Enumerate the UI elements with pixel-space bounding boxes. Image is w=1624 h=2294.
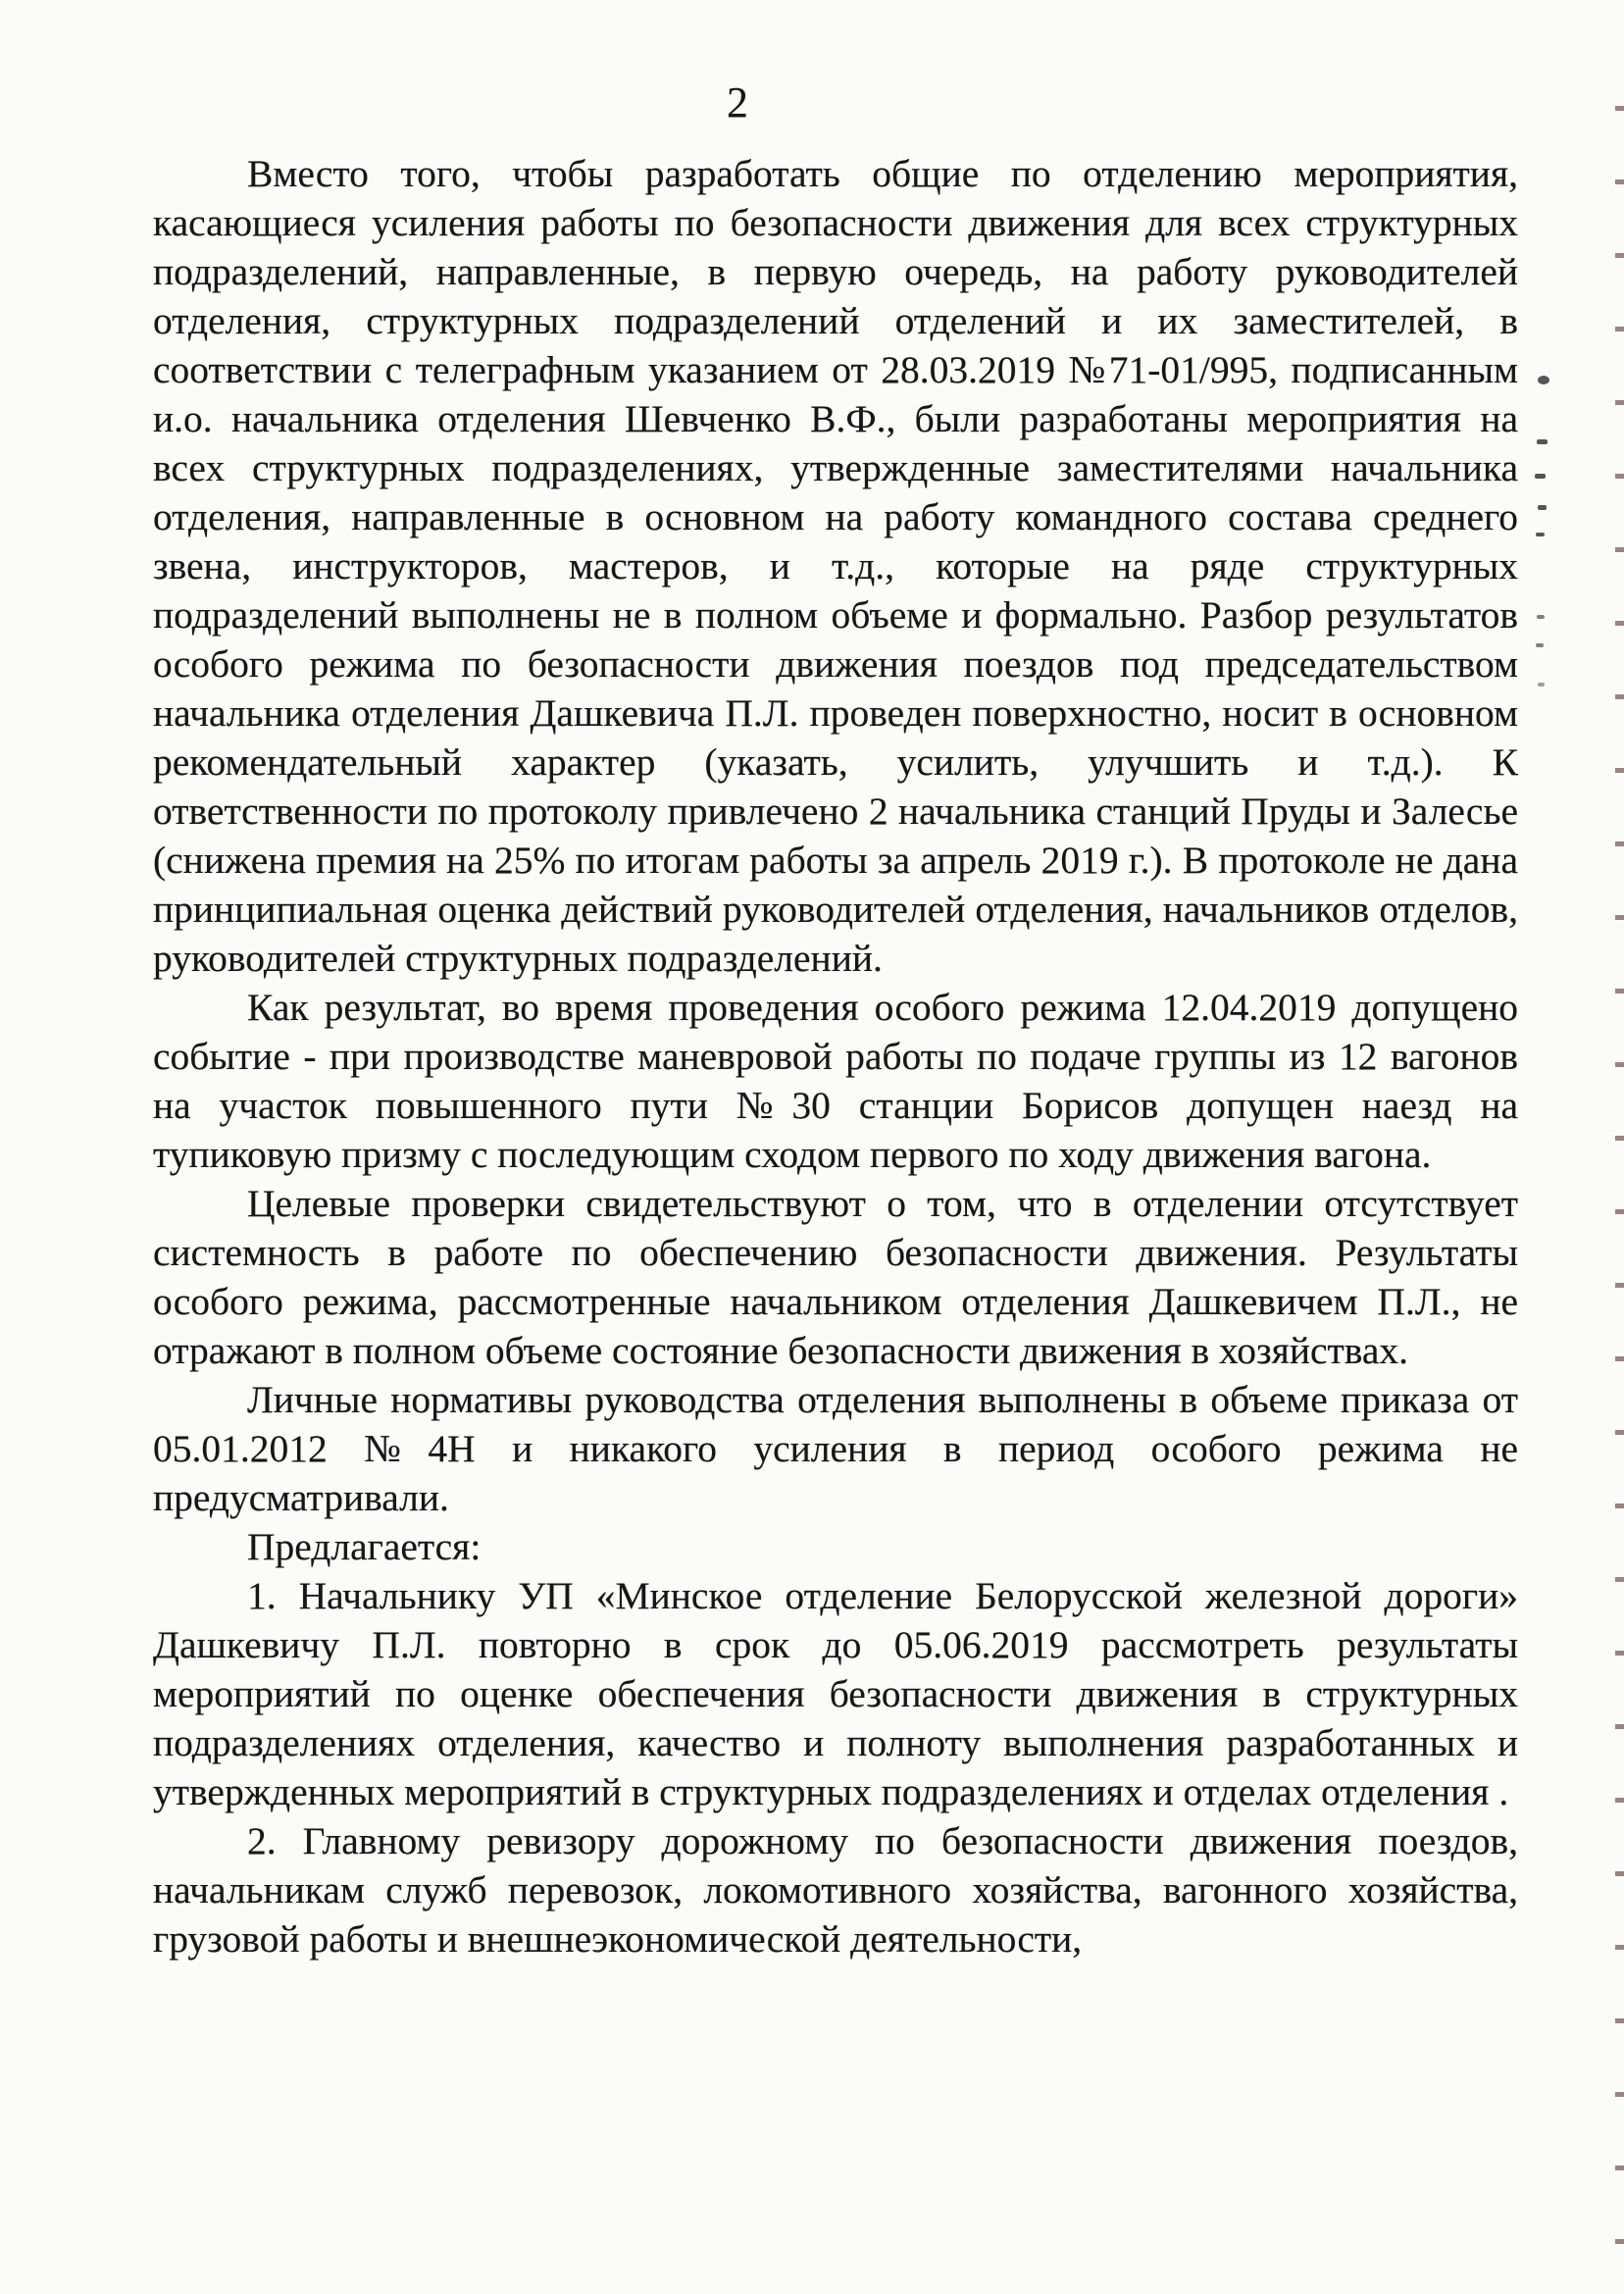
- scan-speck: [1538, 376, 1549, 384]
- paragraph-1: Вместо того, чтобы разработать общие по отделению мероприятия, касающиеся усиления работы по безопасности движения для всех структурных подразделений, направленные, в первую очередь, на работу руководителей отделения, структурных подразделений отделений и их заместителей, в соответствии с телеграфным указанием от 28.03.2019 №71-01/995, подписанным и.о. начальника отделения Шевченко В.Ф., были разработаны мероприятия на всех структурных подразделениях, утвержденные заместителями начальника отделения, направленные в основном на работу командного состава среднего звена, инструкторов, мастеров, и т.д., которые на ряде структурных подразделений выполнены не в полном объеме и формально. Разбор результатов особого режима по безопасности движения поездов под председательством начальника отделения Дашкевича П.Л. проведен поверхностно, носит в основном рекомендательный характер (указать, усилить, улучшить и т.д.). К ответственности по протоколу привлечено 2 начальника станций Пруды и Залесье (снижена премия на 25% по итогам работы за апрель 2019 г.). В протоколе не дана принципиальная оценка действий руководителей отделения, начальников отделов, руководителей структурных подразделений.: [153, 152, 1518, 980]
- scan-speck: [1536, 643, 1544, 647]
- scan-speck: [1537, 615, 1545, 619]
- document-body: [153, 149, 1518, 1963]
- scan-speck: [1538, 683, 1545, 687]
- page-number: 2: [727, 78, 748, 127]
- paragraph-2: Как результат, во время проведения особого режима 12.04.2019 допущено событие - при производстве маневровой работы по подаче группы из 12 вагонов на участок повышенного пути №30 станции Борисов допущен наезд на тупиковую призму с последующим сходом первого по ходу движения вагона.: [153, 986, 1518, 1176]
- scan-speck: [1535, 474, 1546, 479]
- scan-speck: [1537, 439, 1548, 444]
- paragraph-3: Целевые проверки свидетельствуют о том, что в отделении отсутствует системность в работе по обеспечению безопасности движения. Результаты особого режима, рассмотренные начальником отделения Дашкевичем П.Л., не отражают в полном объеме состояние безопасности движения в хозяйствах.: [153, 1182, 1518, 1372]
- scan-edge-tick-artifacts: [1615, 106, 1624, 2264]
- scan-speck: [1538, 505, 1547, 510]
- paragraph-5: Предлагается:: [247, 1525, 482, 1568]
- paragraph-7: 2. Главному ревизору дорожному по безопасности движения поездов, начальникам служб перевозок, локомотивного хозяйства, вагонного хозяйства, грузовой работы и внешнеэкономической деятельности,: [153, 1819, 1518, 1961]
- scan-speck: [1536, 533, 1545, 536]
- paragraph-4: Личные нормативы руководства отделения выполнены в объеме приказа от 05.01.2012 №4Н и никакого усиления в период особого режима не предусматривали.: [153, 1378, 1518, 1519]
- paragraph-6: 1. Начальнику УП «Минское отделение Белорусской железной дороги» Дашкевичу П.Л. повторно в срок до 05.06.2019 рассмотреть результаты мероприятий по оценке обеспечения безопасности движения в структурных подразделениях отделения, качество и полноту выполнения разработанных и утвержденных мероприятий в структурных подразделениях и отделах отделения .: [153, 1574, 1518, 1813]
